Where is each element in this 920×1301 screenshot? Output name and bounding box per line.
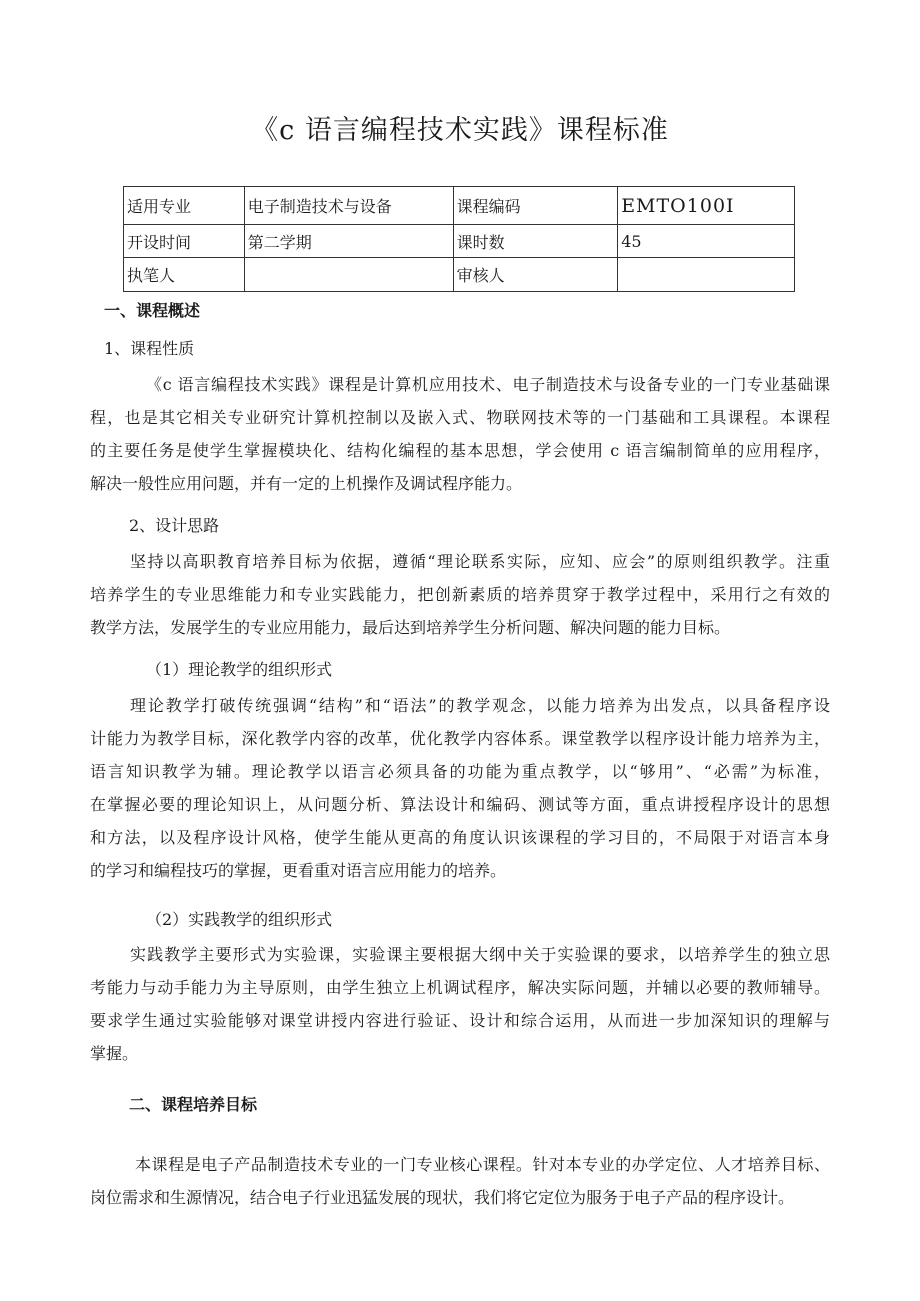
paragraph-line: 考能力与动手能力为主导原则，由学生独立上机调试程序，解决实际问题，并辅以必要的教师辅导。	[90, 978, 830, 997]
paragraph-line: 解决一般性应用问题，并有一定的上机操作及调试程序能力。	[90, 474, 523, 493]
table-cell: 执笔人	[124, 258, 245, 292]
document-title: 《c 语言编程技术实践》课程标准	[251, 115, 669, 146]
paragraph-objectives	[90, 1148, 830, 1214]
subsection-heading-design: 2、设计思路	[129, 516, 220, 535]
table-row	[124, 187, 795, 225]
subheading-theory-teaching: （1）理论教学的组织形式	[146, 660, 333, 679]
paragraph-line: 岗位需求和生源情况，结合电子行业迅猛发展的现状，我们将它定位为服务于电子产品的程序设计。	[90, 1188, 795, 1207]
table-cell: 课时数	[453, 225, 618, 258]
paragraph-line: 计能力为教学目标，深化教学内容的改革，优化教学内容体系。课堂教学以程序设计能力培养为主，	[90, 729, 830, 748]
table-cell: 开设时间	[124, 225, 245, 258]
subheading-practice-teaching: （2）实践教学的组织形式	[146, 910, 333, 929]
table-cell: 第二学期	[244, 225, 453, 258]
paragraph-practice-teaching	[90, 938, 830, 1070]
table-row	[124, 258, 795, 292]
paragraph-line: 程，也是其它相关专业研究计算机控制以及嵌入式、物联网技术等的一门基础和工具课程。本课程	[90, 408, 830, 427]
subsection-heading-nature: 1、课程性质	[104, 339, 195, 358]
paragraph-line: 和方法，以及程序设计风格，使学生能从更高的角度认识该课程的学习目的，不局限于对语言本身	[90, 828, 830, 847]
paragraph-course-nature	[90, 368, 830, 500]
table-cell: 适用专业	[124, 187, 245, 225]
table-cell: 电子制造技术与设备	[244, 187, 453, 225]
paragraph-line: 坚持以高职教育培养目标为依据，遵循“理论联系实际，应知、应会”的原则组织教学。注重	[130, 552, 830, 571]
table-cell	[618, 258, 795, 292]
paragraph-line: 的主要任务是使学生掌握模块化、结构化编程的基本思想，学会使用 c 语言编制简单的应用程序，	[90, 441, 830, 460]
paragraph-line: 要求学生通过实验能够对课堂讲授内容进行验证、设计和综合运用，从而进一步加深知识的理解与	[90, 1011, 830, 1030]
section-heading-overview: 一、课程概述	[104, 301, 201, 320]
paragraph-line: 教学方法，发展学生的专业应用能力，最后达到培养学生分析问题、解决问题的能力目标。	[90, 618, 731, 637]
table-row	[124, 225, 795, 258]
paragraph-theory-teaching	[90, 689, 830, 887]
section-heading-objectives: 二、课程培养目标	[129, 1095, 258, 1114]
table-cell: 课程编码	[453, 187, 618, 225]
table-cell: 审核人	[453, 258, 618, 292]
paragraph-line: 理论教学打破传统强调“结构”和“语法”的教学观念，以能力培养为出发点，以具备程序设	[130, 696, 830, 715]
table-cell: 45	[618, 225, 795, 258]
paragraph-line: 培养学生的专业思维能力和专业实践能力，把创新素质的培养贯穿于教学过程中，采用行之有效的	[90, 585, 830, 604]
paragraph-line: 在掌握必要的理论知识上，从问题分析、算法设计和编码、测试等方面，重点讲授程序设计的思想	[90, 795, 830, 814]
paragraph-line: 实践教学主要形式为实验课，实验课主要根据大纲中关于实验课的要求，以培养学生的独立思	[130, 945, 830, 964]
course-info-table	[123, 186, 795, 292]
paragraph-line: 语言知识教学为辅。理论教学以语言必须具备的功能为重点教学，以“够用”、“必需”为标准，	[90, 762, 830, 781]
paragraph-line: 的学习和编程技巧的掌握，更看重对语言应用能力的培养。	[90, 861, 507, 880]
paragraph-line: 本课程是电子产品制造技术专业的一门专业核心课程。针对本专业的办学定位、人才培养目标、	[135, 1155, 830, 1174]
paragraph-line: 《c 语言编程技术实践》课程是计算机应用技术、电子制造技术与设备专业的一门专业基础课	[146, 375, 830, 394]
paragraph-line: 掌握。	[90, 1044, 139, 1063]
paragraph-design-approach	[90, 545, 830, 644]
table-cell	[244, 258, 453, 292]
course-code-cell: EMTO100I	[618, 187, 795, 225]
